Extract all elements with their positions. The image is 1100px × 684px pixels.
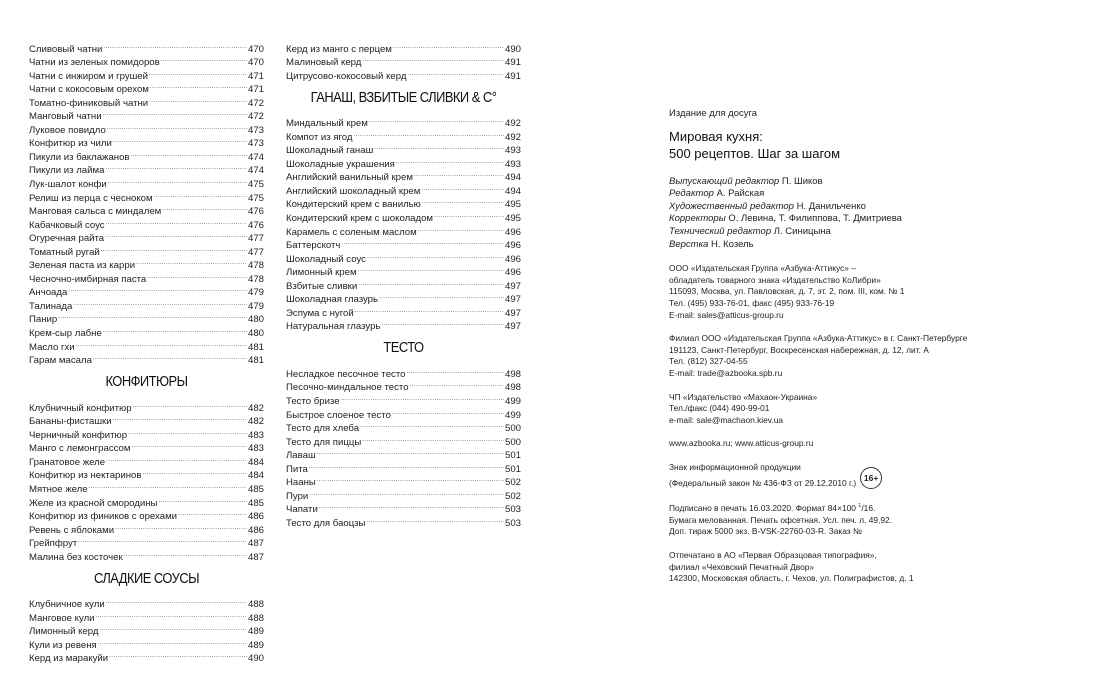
dot-leader [407,65,504,79]
dot-leader [107,119,247,133]
imprint-line: E-mail: sales@atticus-group.ru [669,309,784,320]
toc-entry-title: Малиновый керд [286,57,362,69]
dot-leader [392,404,504,418]
toc-entry-title: Натуральная глазурь [286,321,381,333]
imprint-line: ЧП «Издательство «Махаон-Украина» [669,391,818,402]
toc-entry-title: Кули из ревеня [29,639,97,651]
toc-entry-title: Тесто для хлеба [286,423,360,435]
credit-role: Корректоры [669,213,726,225]
dot-leader [96,607,247,621]
toc-entry-page: 484 [247,456,264,468]
credit-name: Л. Синицына [773,225,831,237]
toc-entry-title: Гарам масала [29,355,92,367]
toc-entry-title: Релиш из перца с чесноком [29,192,153,204]
credit-name: Н. Козель [710,238,754,250]
imprint-line: обладатель товарного знака «Издательство КоЛибри» [669,274,881,285]
credit-role: Художественный редактор [669,200,794,212]
toc-entry-page: 501 [504,450,521,462]
dot-leader [362,431,504,445]
toc-entry-title: Лимонный керд [29,626,99,638]
book-title-line-1: Мировая кухня: [669,128,763,144]
dot-leader [149,92,247,106]
toc-entry-title: Керд из маракуйи [29,653,109,665]
dot-leader [418,221,504,235]
toc-entry-page: 493 [504,145,521,157]
toc-entry-page: 481 [247,341,264,353]
publisher-info [669,263,1089,321]
toc-entry-page: 497 [504,280,521,292]
toc-entry-page: 489 [247,626,264,638]
toc-list [29,38,264,367]
toc-entry-title: Гранатовое желе [29,456,106,468]
dot-leader [360,418,504,432]
credit-line [669,239,1089,252]
imprint-line: Отпечатано в АО «Первая Образцовая типография», [669,550,877,561]
toc-entry-page: 487 [247,538,264,550]
toc-entry-title: Английский ванильный крем [286,172,413,184]
toc-entry-title: Лимонный крем [286,267,357,279]
dot-leader [369,113,504,127]
toc-entry-page: 497 [504,294,521,306]
toc-entry-page: 483 [247,429,264,441]
toc-entry-page: 498 [504,382,521,394]
dot-leader [410,377,504,391]
dot-leader [98,634,247,648]
dot-leader [101,241,247,255]
toc-entry-page: 487 [247,551,264,563]
toc-entry-title: Пури [286,490,309,502]
dot-leader [149,65,247,79]
dot-leader [68,282,247,296]
dot-leader [393,38,504,52]
toc-entry-title: Черничный конфитюр [29,429,128,441]
toc-entry-page: 471 [247,84,264,96]
toc-entry-page: 503 [504,504,521,516]
credit-line [669,226,1089,239]
imprint-line: Тел. (495) 933-76-01, факс (495) 933-76-19 [669,297,835,308]
toc-entry-page: 500 [504,423,521,435]
toc-entry-title: Томатно-финиковый чатни [29,97,149,109]
toc-column-1 [29,38,264,665]
toc-entry-page: 489 [247,639,264,651]
toc-entry-page: 472 [247,97,264,109]
toc-entry [286,445,521,462]
toc-entry-title: Бананы-фисташки [29,416,112,428]
dot-leader [89,478,247,492]
imprint-line: E-mail: trade@azbooka.spb.ru [669,367,783,378]
toc-entry-title: Чатни с инжиром и грушей [29,70,149,82]
toc-list [286,363,521,529]
toc-entry-title: Панир [29,314,58,326]
dot-leader [131,146,247,160]
toc-entry-title: Огуречная райта [29,233,105,245]
credits-list [669,176,1089,252]
toc-entry-title: Лук-шалот конфи [29,179,107,191]
dot-leader [93,350,247,364]
toc-entry-page: 494 [504,172,521,184]
dot-leader [379,289,504,303]
toc-entry-title: Шоколадный соус [286,253,366,265]
toc-entry-title: Эспума с нугой [286,307,354,319]
toc-entry-page: 488 [247,599,264,611]
toc-entry-title: Лаваш [286,450,316,462]
toc-entry-title: Несладкое песочное тесто [286,368,406,380]
toc-entry-title: Анчоада [29,287,68,299]
imprint-line: Тел./факс (044) 490-99-01 [669,403,770,414]
toc-entry-page: 480 [247,314,264,326]
toc-entry [29,397,264,414]
toc-entry-page: 500 [504,436,521,448]
dot-leader [113,133,247,147]
toc-entry-title: Керд из манго с перцем [286,43,392,55]
toc-entry-title: Взбитые сливки [286,280,358,292]
toc-entry-title: Нааны [286,477,316,489]
toc-entry-title: Масло гхи [29,341,75,353]
toc-entry-title: Компот из ягод [286,131,353,143]
toc-entry-title: Луковое повидло [29,124,106,136]
toc-entry-title: Пикули из лайма [29,165,105,177]
toc-entry [29,322,264,340]
toc-entry-page: 484 [247,470,264,482]
toc-entry-title: Манго с лемонграссом [29,443,131,455]
toc-entry [286,363,521,380]
toc-entry-title: Кондитерский крем с шоколадом [286,213,434,225]
toc-entry-title: Баттерскотч [286,240,341,252]
toc-entry-page: 485 [247,497,264,509]
toc-entry-page: 497 [504,307,521,319]
toc-entry-page: 474 [247,165,264,177]
toc-entry-title: Тесто бризе [286,396,340,408]
toc-list [29,594,264,665]
dot-leader [366,512,504,526]
toc-entry-page: 499 [504,409,521,421]
toc-entry-page: 483 [247,443,264,455]
toc-entry-page: 470 [247,57,264,69]
dot-leader [128,424,247,438]
dot-leader [106,594,247,608]
credit-name: О. Левина, Т. Филиппова, Т. Дмитриева [728,213,902,225]
dot-leader [73,295,247,309]
dot-leader [396,153,504,167]
dot-leader [103,106,247,120]
toc-entry-page: 488 [247,612,264,624]
toc-entry-title: Мятное желе [29,483,88,495]
toc-column-2 [286,38,521,529]
credit-role: Выпускающий редактор [669,175,780,187]
dot-leader [358,262,504,276]
toc-entry-title: Быстрое слоеное тесто [286,409,391,421]
imprint-line: e-mail: sale@machaon.kiev.ua [669,414,784,425]
dot-leader [154,187,247,201]
toc-entry [29,38,264,55]
toc-entry-title: Ревень с яблоками [29,524,115,536]
toc-entry [286,458,521,475]
toc-entry-page: 482 [247,402,264,414]
toc-entry-page: 480 [247,328,264,340]
toc-list [286,38,521,82]
toc-entry-title: Песочно-миндальное тесто [286,382,409,394]
toc-entry [286,113,521,130]
dot-leader [106,214,247,228]
toc-entry-page: 502 [504,477,521,489]
credit-line [669,213,1089,226]
toc-entry-title: Шоколадная глазурь [286,294,379,306]
ukraine-info [669,392,1089,427]
dot-leader [99,621,247,635]
toc-entry [286,512,521,529]
toc-entry-page: 492 [504,131,521,143]
dot-leader [105,160,247,174]
credit-role: Технический редактор [669,225,772,237]
toc-entry-page: 479 [247,287,264,299]
toc-entry [286,472,521,489]
toc-entry-title: Томатный ругай [29,246,100,258]
toc-entry-title: Чесночно-имбирная паста [29,273,147,285]
toc-entry-title: Талинада [29,300,73,312]
toc-entry-title: Манговая сальса с миндалем [29,206,162,218]
dot-leader [131,438,247,452]
credit-line [669,201,1089,214]
toc-entry-page: 503 [504,517,521,529]
toc-entry-title: Шоколадные украшения [286,158,395,170]
dot-leader [358,275,504,289]
toc-entry-page: 496 [504,253,521,265]
dot-leader [76,336,247,350]
toc-entry-page: 477 [247,233,264,245]
dot-leader [105,228,247,242]
dot-leader [309,485,504,499]
toc-entry-page: 470 [247,43,264,55]
dot-leader [362,52,504,66]
age-rating-badge: 16+ [860,467,882,489]
toc-entry-page: 490 [504,43,521,55]
section-heading-ganache: ГАНАШ, ВЗБИТЫЕ СЛИВКИ & С° [310,88,497,106]
dot-leader [341,235,504,249]
dot-leader [317,472,504,486]
dot-leader [78,533,247,547]
edition-label: Издание для досуга [669,108,758,119]
dot-leader [150,79,247,93]
toc-entry-page: 478 [247,260,264,272]
dot-leader [317,445,504,459]
imprint-block [669,108,1089,585]
credit-line [669,188,1089,201]
toc-entry [286,38,521,55]
toc-entry-page: 479 [247,300,264,312]
toc-entry-title: Пикули из баклажанов [29,151,130,163]
toc-entry [29,594,264,611]
dot-leader [115,519,247,533]
toc-entry-page: 502 [504,490,521,502]
toc-list [286,113,521,333]
book-title-line-2: 500 рецептов. Шаг за шагом [669,145,841,161]
imprint-line: ООО «Издательская Группа «Азбука-Аттикус» – [669,263,856,274]
dot-leader [374,140,504,154]
toc-entry-page: 475 [247,179,264,191]
section-heading-sweet-sauces: СЛАДКИЕ СОУСЫ [93,569,200,587]
toc-entry-title: Манговое кули [29,612,95,624]
dot-leader [136,255,247,269]
toc-entry-title: Клубничное кули [29,599,105,611]
imprint-line: 142300, Московская область, г. Чехов, ул. Полиграфистов, д. 1 [669,573,914,584]
toc-entry-title: Сливовый чатни [29,43,103,55]
imprint-line: 191123, Санкт-Петербург, Воскресенская набережная, д. 12, лит. А [669,344,929,355]
info-product-sign: Знак информационной продукции (Федеральный закон № 436-ФЗ от 29.12.2010 г.)16+ [669,462,1089,496]
toc-entry-title: Карамель с соленым маслом [286,226,417,238]
toc-entry-page: 476 [247,219,264,231]
toc-entry-title: Тесто для баоцзы [286,517,366,529]
print-details: Подписано в печать 16.03.2020. Формат 84×100 $^1$/16. Бумага мелованная. Печать офсетная. Усл. печ. л. 49,92. Доп. тираж 5000 экз. B-VSK-22760-03-R. Заказ № [669,503,892,537]
dot-leader [422,194,504,208]
toc-entry-title: Конфитюр из нектаринов [29,470,142,482]
dot-leader [381,316,504,330]
toc-entry-page: 475 [247,192,264,204]
toc-entry-title: Зеленая паста из карри [29,260,136,272]
section-heading-dough: ТЕСТО [383,339,424,357]
toc-entry-title: Клубничный конфитюр [29,402,132,414]
toc-entry-title: Манговый чатни [29,111,102,123]
toc-entry-page: 486 [247,511,264,523]
dot-leader [158,492,247,506]
dot-leader [58,309,247,323]
section-heading-confitures: КОНФИТЮРЫ [105,373,188,391]
dot-leader [103,38,247,52]
toc-entry-page: 496 [504,240,521,252]
credit-name: А. Райская [716,188,765,200]
printer-info [669,550,1089,585]
toc-entry-page: 492 [504,118,521,130]
toc-entry-title: Грейпфрут [29,538,78,550]
toc-entry-title: Конфитюр из чили [29,138,112,150]
branch-info [669,333,1089,379]
dot-leader [108,173,247,187]
toc-entry-title: Английский шоколадный крем [286,185,421,197]
credit-line [669,176,1089,189]
toc-entry-title: Крем-сыр лабне [29,328,102,340]
toc-entry [286,485,521,502]
toc-entry-page: 498 [504,368,521,380]
toc-entry-page: 478 [247,273,264,285]
dot-leader [162,201,247,215]
dot-leader [106,451,247,465]
dot-leader [178,506,247,520]
toc-entry-page: 495 [504,213,521,225]
dot-leader [109,648,247,662]
toc-entry-title: Шоколадный ганаш [286,145,374,157]
dot-leader [421,180,504,194]
toc-entry-page: 495 [504,199,521,211]
toc-entry-page: 496 [504,267,521,279]
dot-leader [434,207,504,221]
toc-entry-page: 486 [247,524,264,536]
toc-entry-page: 473 [247,124,264,136]
toc-entry-page: 496 [504,226,521,238]
toc-entry-page: 473 [247,138,264,150]
dot-leader [133,397,247,411]
toc-entry-page: 494 [504,185,521,197]
toc-entry-page: 493 [504,158,521,170]
websites: www.azbooka.ru; www.atticus-group.ru [669,438,814,449]
book-title [669,128,1089,162]
toc-entry-page: 491 [504,57,521,69]
credit-role: Редактор [669,188,714,200]
imprint-line: Филиал ООО «Издательская Группа «Азбука-Аттикус» в г. Санкт-Петербурге [669,333,968,344]
toc-entry-title: Малина без косточек [29,551,123,563]
credit-name: П. Шиков [781,175,823,187]
toc-entry [286,499,521,516]
dot-leader [319,499,504,513]
toc-entry-title: Чатни с кокосовым орехом [29,84,149,96]
dot-leader [161,52,247,66]
dot-leader [414,167,504,181]
toc-entry-title: Кондитерский крем с ванилью [286,199,421,211]
toc-entry-page: 485 [247,483,264,495]
toc-entry-page: 472 [247,111,264,123]
toc-entry-title: Желе из красной смородины [29,497,158,509]
dot-leader [341,390,504,404]
toc-entry-page: 497 [504,321,521,333]
toc-list [29,397,264,563]
toc-entry-title: Миндальный крем [286,118,368,130]
dot-leader [103,322,247,336]
dot-leader [367,248,504,262]
toc-entry-page: 491 [504,70,521,82]
toc-entry-page: 490 [247,653,264,665]
credit-role: Верстка [669,238,709,250]
toc-entry-title: Конфитюр из фиников с орехами [29,511,178,523]
dot-leader [406,363,504,377]
toc-entry-page: 499 [504,396,521,408]
toc-entry-title: Цитрусово-кокосовый керд [286,70,407,82]
dot-leader [142,465,247,479]
toc-entry-title: Тесто для пиццы [286,436,362,448]
toc-entry-title: Чатни из зеленых помидоров [29,57,160,69]
imprint-line: 115093, Москва, ул. Павловская, д. 7, эт. 2, пом. III, ком. № 1 [669,286,905,297]
dot-leader [113,411,247,425]
toc-entry [29,309,264,326]
dot-leader [124,546,247,560]
imprint-line: филиал «Чеховский Печатный Двор» [669,561,815,572]
toc-entry-page: 476 [247,206,264,218]
imprint-line: Тел. (812) 327-04-55 [669,356,748,367]
dot-leader [309,458,504,472]
toc-entry-page: 501 [504,463,521,475]
dot-leader [355,302,504,316]
toc-entry-page: 481 [247,355,264,367]
toc-entry-page: 477 [247,246,264,258]
toc-entry-title: Чапати [286,504,318,516]
dot-leader [354,126,504,140]
toc-entry-title: Кабачковый соус [29,219,105,231]
toc-entry-title: Пита [286,463,308,475]
toc-entry-page: 482 [247,416,264,428]
toc-entry-page: 471 [247,70,264,82]
dot-leader [147,268,247,282]
toc-entry-page: 474 [247,151,264,163]
credit-name: Н. Данильченко [796,200,866,212]
